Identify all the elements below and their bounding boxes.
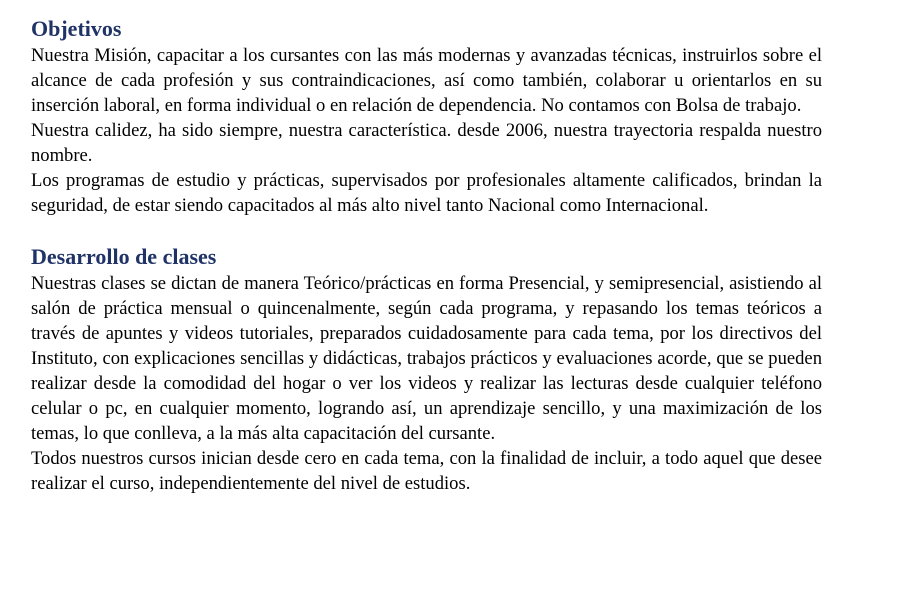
section-title-objetivos: Objetivos (31, 16, 122, 41)
section-title-desarrollo: Desarrollo de clases (31, 244, 217, 269)
document-page (31, 15, 822, 496)
section-spacer (31, 218, 822, 243)
paragraph-clases: Nuestras clases se dictan de manera Teórico/prácticas en forma Presencial, y semipresencial, asistiendo al salón de práctica mensual o quincenalmente, según cada programa, y repasando los temas teóricos a través de apuntes y videos tutoriales, preparados cuidadosamente para cada tema, por los directivos del Instituto, con explicaciones sencillas y didácticas, trabajos prácticos y evaluaciones acorde, que se pueden realizar desde la comodidad del hogar o ver los videos y realizar las lecturas desde cualquier teléfono celular o pc, en cualquier momento, logrando así, un aprendizaje sencillo, y una maximización de los temas, lo que conlleva, a la más alta capacitación del cursante. (31, 273, 822, 444)
paragraph-mision: Nuestra Misión, capacitar a los cursantes con las más modernas y avanzadas técnicas, instruirlos sobre el alcance de cada profesión y sus contraindicaciones, así como también, colaborar u orientarlos en su inserción laboral, en forma individual o en relación de dependencia. No contamos con Bolsa de trabajo. (31, 45, 822, 116)
paragraph-calidez: Nuestra calidez, ha sido siempre, nuestra característica. desde 2006, nuestra trayectoria respalda nuestro nombre. (31, 120, 822, 166)
paragraph-programas: Los programas de estudio y prácticas, supervisados por profesionales altamente calificados, brindan la seguridad, de estar siendo capacitados al más alto nivel tanto Nacional como Internacional. (31, 170, 822, 216)
section-objetivos (31, 15, 822, 218)
section-desarrollo (31, 243, 822, 496)
paragraph-cursos: Todos nuestros cursos inician desde cero en cada tema, con la finalidad de incluir, a todo aquel que desee realizar el curso, independientemente del nivel de estudios. (31, 448, 822, 494)
